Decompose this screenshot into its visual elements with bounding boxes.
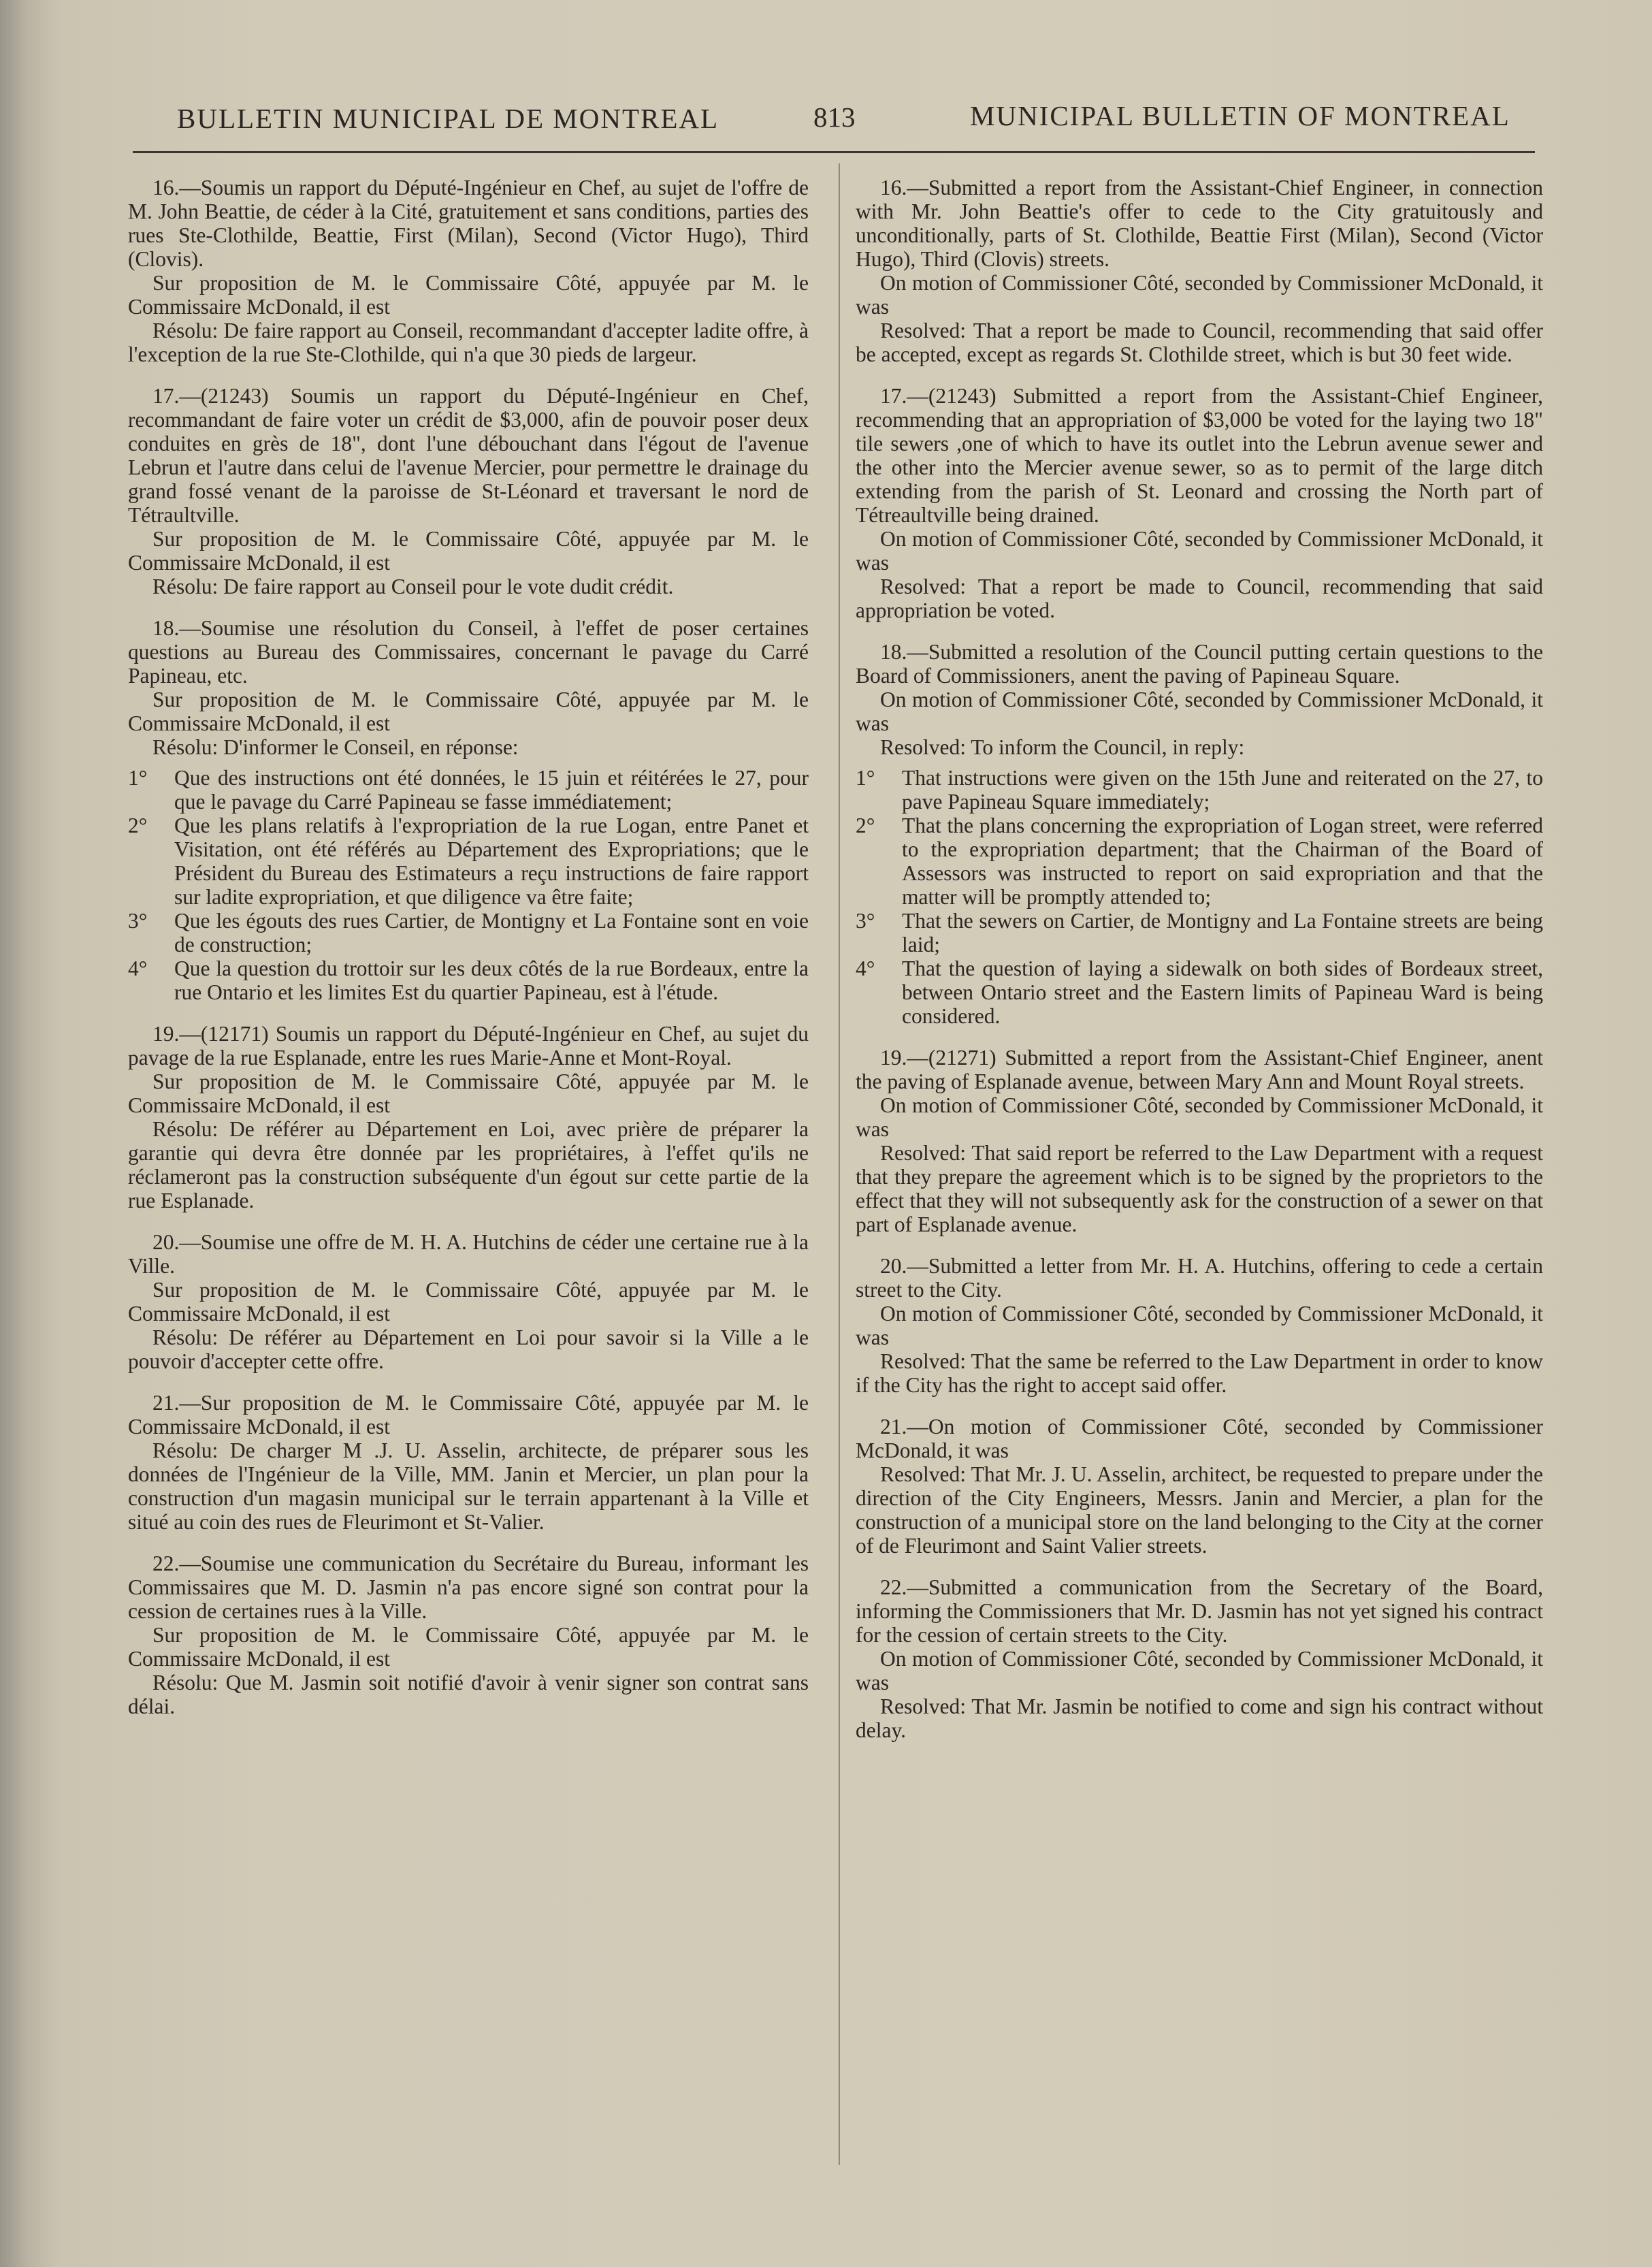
list-item: 4° That the question of laying a sidewalk on both sides of Bordeaux street, between Ontario street and the Eastern limits of Papineau Ward is being considered. <box>856 956 1543 1028</box>
paragraph: On motion of Commissioner Côté, seconded by Commissioner McDonald, it was <box>856 1647 1543 1694</box>
paragraph: On motion of Commissioner Côté, seconded by Commissioner McDonald, it was <box>856 271 1543 319</box>
header-title-english: MUNICIPAL BULLETIN OF MONTREAL <box>970 100 1510 131</box>
paragraph: Sur proposition de M. le Commissaire Côté, appuyée par M. le Commissaire McDonald, il est <box>128 271 809 319</box>
french-column <box>128 176 809 1718</box>
paragraph: 21.—On motion of Commissioner Côté, seconded by Commissioner McDonald, it was <box>856 1415 1543 1462</box>
list-item: 4° Que la question du trottoir sur les deux côtés de la rue Bordeaux, entre la rue Ontario et les limites Est du quartier Papineau, est à l'étude. <box>128 956 809 1004</box>
paragraph: 18.—Soumise une résolution du Conseil, à l'effet de poser certaines questions au Bureau des Commissaires, concernant le pavage du Carré Papineau, etc. <box>128 616 809 688</box>
paragraph: Sur proposition de M. le Commissaire Côté, appuyée par M. le Commissaire McDonald, il est <box>128 1623 809 1671</box>
paragraph: Resolved: That a report be made to Council, recommending that said appropriation be voted. <box>856 575 1543 622</box>
paragraph: Resolved: That a report be made to Council, recommending that said offer be accepted, except as regards St. Clothilde street, which is but 30 feet wide. <box>856 319 1543 366</box>
list-item: 2° Que les plans relatifs à l'expropriation de la rue Logan, entre Panet et Visitation, ont été référés au Département des Expropriations; que le Président du Bureau des Estimateurs a reçu instructions de faire rapport sur ladite expropriation, et que diligence va être faite; <box>128 814 809 909</box>
paragraph: Resolved: That Mr. J. U. Asselin, architect, be requested to prepare under the direction of the City Engineers, Messrs. Janin and Mercier, a plan for the construction of a municipal store on the land belonging to the City at the corner of de Fleurimont and Saint Valier streets. <box>856 1462 1543 1558</box>
page-header <box>0 95 1652 136</box>
paragraph: Sur proposition de M. le Commissaire Côté, appuyée par M. le Commissaire McDonald, il est <box>128 1278 809 1325</box>
paragraph: On motion of Commissioner Côté, seconded by Commissioner McDonald, it was <box>856 1302 1543 1349</box>
header-rule <box>133 151 1535 153</box>
paragraph: On motion of Commissioner Côté, seconded by Commissioner McDonald, it was <box>856 527 1543 575</box>
paragraph: On motion of Commissioner Côté, seconded by Commissioner McDonald, it was <box>856 688 1543 735</box>
paragraph: Résolu: De faire rapport au Conseil pour le vote dudit crédit. <box>152 575 674 598</box>
paragraph: On motion of Commissioner Côté, seconded by Commissioner McDonald, it was <box>856 1093 1543 1141</box>
page-number: 813 <box>813 101 856 133</box>
paragraph: 20.—Soumise une offre de M. H. A. Hutchins de céder une certaine rue à la Ville. <box>128 1230 809 1278</box>
paragraph: Resolved: To inform the Council, in reply: <box>880 735 1245 759</box>
list-item: 3° Que les égouts des rues Cartier, de Montigny et La Fontaine sont en voie de construction; <box>128 909 809 956</box>
paragraph: Résolu: De référer au Département en Loi pour savoir si la Ville a le pouvoir d'accepter cette offre. <box>128 1325 809 1373</box>
list-item: 3° That the sewers on Cartier, de Montigny and La Fontaine streets are being laid; <box>856 909 1543 956</box>
paragraph: Résolu: De faire rapport au Conseil, recommandant d'accepter ladite offre, à l'exception de la rue Ste-Clothilde, qui n'a que 30 pieds de largeur. <box>128 319 809 366</box>
paragraph: 19.—(12171) Soumis un rapport du Député-Ingénieur en Chef, au sujet du pavage de la rue Esplanade, entre les rues Marie-Anne et Mont-Royal. <box>128 1022 809 1070</box>
paragraph: 17.—(21243) Soumis un rapport du Député-Ingénieur en Chef, recommandant de faire voter un crédit de $3,000, afin de pouvoir poser deux conduites en grès de 18", dont l'une débouchant dans l'égout de l'avenue Lebrun et l'autre dans celui de l'avenue Mercier, pour permettre le drainage du grand fossé venant de la paroisse de St-Léonard et traversant le nord de Tétraultville. <box>128 384 809 527</box>
paragraph: 16.—Submitted a report from the Assistant-Chief Engineer, in connection with Mr. John Beattie's offer to cede to the City gratuitously and unconditionally, parts of St. Clothilde, Beattie First (Milan), Second (Victor Hugo), Third (Clovis) streets. <box>856 176 1543 271</box>
paragraph: 21.—Sur proposition de M. le Commissaire Côté, appuyée par M. le Commissaire McDonald, il est <box>128 1391 809 1438</box>
column-divider <box>839 163 840 2165</box>
paragraph: 18.—Submitted a resolution of the Council putting certain questions to the Board of Commissioners, anent the paving of Papineau Square. <box>856 640 1543 688</box>
paragraph: Resolved: That the same be referred to the Law Department in order to know if the City has the right to accept said offer. <box>856 1349 1543 1397</box>
paragraph: Sur proposition de M. le Commissaire Côté, appuyée par M. le Commissaire McDonald, il est <box>128 527 809 575</box>
english-column <box>856 176 1543 1742</box>
paragraph: Sur proposition de M. le Commissaire Côté, appuyée par M. le Commissaire McDonald, il est <box>128 688 809 735</box>
paragraph: Resolved: That Mr. Jasmin be notified to come and sign his contract without delay. <box>856 1694 1543 1742</box>
paragraph: 22.—Soumise une communication du Secrétaire du Bureau, informant les Commissaires que M. D. Jasmin n'a pas encore signé son contrat pour la cession de certaines rues à la Ville. <box>128 1551 809 1623</box>
paragraph: 17.—(21243) Submitted a report from the Assistant-Chief Engineer, recommending that an appropriation of $3,000 be voted for the laying two 18" tile sewers ,one of which to have its outlet into the Lebrun avenue sewer and the other into the Mercier avenue sewer, so as to permit of the large ditch extending from the parish of St. Leonard and crossing the North part of Tétreaultville being drained. <box>856 384 1543 527</box>
paragraph: Résolu: D'informer le Conseil, en réponse: <box>152 735 519 759</box>
paragraph: 22.—Submitted a communication from the Secretary of the Board, informing the Commissioners that Mr. D. Jasmin has not yet signed his contract for the cession of certain streets to the City. <box>856 1575 1543 1647</box>
paragraph: Resolved: That said report be referred to the Law Department with a request that they prepare the agreement which is to be signed by the proprietors to the effect that they will not subsequently ask for the construction of a sewer on that part of Esplanade avenue. <box>856 1141 1543 1236</box>
paragraph: Sur proposition de M. le Commissaire Côté, appuyée par M. le Commissaire McDonald, il est <box>128 1070 809 1117</box>
paragraph: 16.—Soumis un rapport du Député-Ingénieur en Chef, au sujet de l'offre de M. John Beattie, de céder à la Cité, gratuitement et sans conditions, parties des rues Ste-Clothilde, Beattie, First (Milan), Second (Victor Hugo), Third (Clovis). <box>128 176 809 271</box>
paragraph: Résolu: De charger M .J. U. Asselin, architecte, de préparer sous les données de l'Ingénieur de la Ville, MM. Janin et Mercier, un plan pour la construction d'un magasin municipal sur le terrain appartenant à la Ville et situé au coin des rues de Fleurimont et St-Valier. <box>128 1438 809 1534</box>
header-title-french: BULLETIN MUNICIPAL DE MONTREAL <box>177 103 719 134</box>
paragraph: 19.—(21271) Submitted a report from the Assistant-Chief Engineer, anent the paving of Esplanade avenue, between Mary Ann and Mount Royal streets. <box>856 1046 1543 1093</box>
list-item: 2° That the plans concerning the expropriation of Logan street, were referred to the expropriation department; that the Chairman of the Board of Assessors was instructed to report on said expropriation and that the matter will be promptly attended to; <box>856 814 1543 909</box>
list-item: 1° Que des instructions ont été données, le 15 juin et réitérées le 27, pour que le pavage du Carré Papineau se fasse immédiatement; <box>128 766 809 814</box>
paragraph: Résolu: De référer au Département en Loi, avec prière de préparer la garantie qui devra être donnée par les propriétaires, à l'effet qu'ils ne réclameront pas la construction subséquente d'un égout sur cette partie de la rue Esplanade. <box>128 1117 809 1212</box>
paragraph: 20.—Submitted a letter from Mr. H. A. Hutchins, offering to cede a certain street to the City. <box>856 1254 1543 1302</box>
list-item: 1° That instructions were given on the 15th June and reiterated on the 27, to pave Papineau Square immediately; <box>856 766 1543 814</box>
paragraph: Résolu: Que M. Jasmin soit notifié d'avoir à venir signer son contrat sans délai. <box>128 1671 809 1718</box>
